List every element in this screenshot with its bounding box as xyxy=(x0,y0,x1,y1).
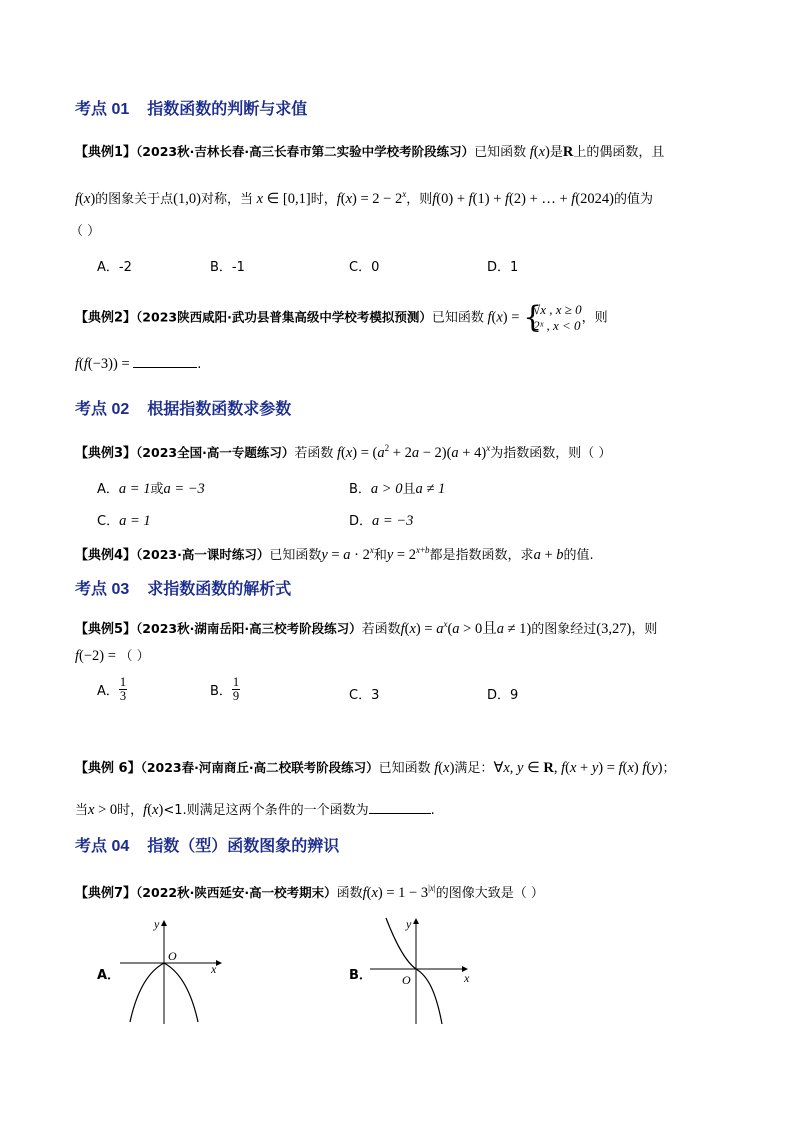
section-heading-01: 考点 01 指数函数的判断与求值 xyxy=(75,99,308,118)
graph-option-a[interactable] xyxy=(118,916,228,1026)
question-1-option-c[interactable]: C．0 xyxy=(349,260,380,275)
question-1-option-b[interactable]: B．-1 xyxy=(210,260,245,275)
question-3-option-d[interactable]: D．a = −3 xyxy=(349,513,414,529)
question-7-line-1: 【典例7】（2022秋·陕西延安·高一校考期末）函数$f(x) = 1 - 3^{|x|}$的图像大致是（ ） xyxy=(75,883,544,901)
x-axis-label: x xyxy=(464,971,470,985)
section-heading-03: 考点 03 求指数函数的解析式 xyxy=(75,579,292,598)
question-5-line-1: 【典例5】（2023秋·湖南岳阳·高三校考阶段练习）若函数$f(x) = a^x(a > 0$且a ≠ 1)的图象经过(3,27)，则 xyxy=(75,619,658,637)
question-4-line-1: 【典例4】（2023·高一课时练习）已知函数$y = a \cdot 2^x$和$y = 2^{x+b}$都是指数函数，求a + b的值. xyxy=(75,545,594,563)
answer-blank[interactable] xyxy=(133,357,197,368)
question-6-line-2: 当x > 0时，f(x)<1.则满足这两个条件的一个函数为 . xyxy=(75,802,435,818)
section-heading-02: 考点 02 根据指数函数求参数 xyxy=(75,399,292,418)
graph-option-b[interactable] xyxy=(366,914,478,1026)
y-axis-arrow xyxy=(161,920,167,926)
answer-blank[interactable] xyxy=(369,803,431,814)
question-5-option-a[interactable]: A． $\frac{1}{3}$ xyxy=(97,675,127,703)
question-3-option-c[interactable]: C．a = 1 xyxy=(97,513,151,529)
origin-label: O xyxy=(402,973,411,987)
question-1-line-2: f(x)的图象关于点(1,0)对称，当 x ∈ [0,1]时，$f(x) = 2 - 2^x$，则f(0) + f(1) + f(2) + … + f(2024)的值为 xyxy=(75,189,654,207)
question-7-option-b[interactable]: B． xyxy=(349,968,372,983)
question-5-option-d[interactable]: D．9 xyxy=(487,688,519,703)
question-6-line-1: 【典例 6】（2023春·河南商丘·高二校联考阶段练习）已知函数 f(x)满足：∀x, y ∈ R, f(x + y) = f(x) f(y)； xyxy=(75,760,676,776)
curve-b xyxy=(386,918,442,1024)
question-1-option-d[interactable]: D．1 xyxy=(487,260,519,275)
y-axis-label: y xyxy=(154,917,160,931)
question-3-option-a[interactable]: A．a = 1或a = −3 xyxy=(97,481,205,497)
question-7-option-a[interactable]: A． xyxy=(97,968,121,983)
section-heading-04: 考点 04 指数（型）函数图象的辨识 xyxy=(75,836,340,855)
question-3-line-1: 【典例3】（2023全国·高一专题练习）若函数 $f(x) = (a^2 + 2a - 2)(a + 4)^x$为指数函数，则（ ） xyxy=(75,443,612,461)
y-axis-arrow xyxy=(413,918,419,924)
question-3-option-b[interactable]: B．a > 0且a ≠ 1 xyxy=(349,481,446,497)
x-axis-arrow xyxy=(216,960,222,966)
question-2-line-2: f(f(−3)) = . xyxy=(75,356,202,372)
question-5-option-c[interactable]: C．3 xyxy=(349,688,380,703)
y-axis-label: y xyxy=(406,917,412,931)
question-5-line-2: f(−2) = （ ） xyxy=(75,648,150,664)
question-1-line-1: 【典例1】（2023秋·吉林长春·高三长春市第二实验中学校考阶段练习）已知函数 f(x)是R上的偶函数，且 xyxy=(75,144,665,160)
piecewise-definition: { √x , x ≥ 0 2ˣ , x < 0 xyxy=(523,300,582,335)
x-axis-label: x xyxy=(211,962,217,976)
question-5-option-b[interactable]: B． $\frac{1}{9}$ xyxy=(210,675,240,703)
question-1-option-a[interactable]: A．-2 xyxy=(97,260,132,275)
origin-label: O xyxy=(168,949,177,963)
question-1-paren: （ ） xyxy=(70,224,101,239)
question-2-line-1: 【典例2】（2023陕西咸阳·武功县普集高级中学校考模拟预测）已知函数 f(x) = { √x , x ≥ 0 2ˣ , x < 0 ，则 xyxy=(75,300,608,335)
